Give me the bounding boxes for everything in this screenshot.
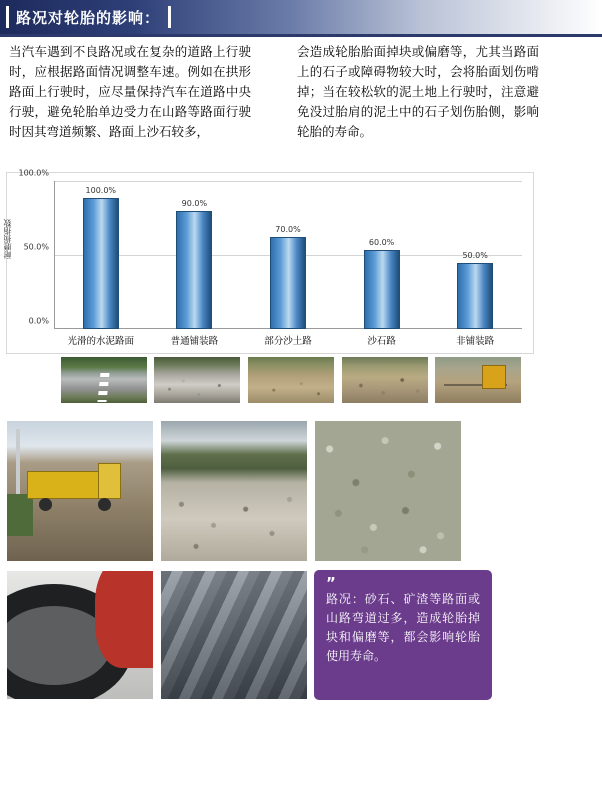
red-wheel-arch xyxy=(95,570,154,668)
bar-value-label: 60.0% xyxy=(368,238,395,247)
roadside-vegetation xyxy=(7,494,33,536)
bar xyxy=(364,250,400,329)
title-accent-right xyxy=(168,6,171,28)
bar-slot xyxy=(430,181,520,329)
unpaved-road-thumb xyxy=(434,356,522,404)
bar xyxy=(270,237,306,329)
y-tick-label: 0.0% xyxy=(28,316,49,326)
callout-box xyxy=(314,570,492,700)
body-text-left: 当汽车遇到不良路况或在复杂的道路上行驶时，应根据路面情况调整车速。例如在拱形路面上行驶时，应尽量保持汽车在道路中央行驶，避免轮胎单边受力在山路等路面行驶时因其弯道频繁、路面上沙石较多， xyxy=(9,44,251,139)
partly-sandy-road-thumb xyxy=(247,356,335,404)
tyre-tread-closeup-photo xyxy=(160,570,308,700)
title-accent-left xyxy=(6,6,9,28)
header-divider xyxy=(0,34,602,37)
chart-x-tick-labels xyxy=(54,333,522,347)
wear-index-chart xyxy=(3,168,534,354)
x-tick-label: 普通铺装路 xyxy=(170,336,219,347)
smooth-concrete-road-thumb xyxy=(60,356,148,404)
x-tick-label: 沙石路 xyxy=(367,336,396,347)
chart-y-axis-title: 耐磨损指数 xyxy=(3,219,12,259)
bar-value-label: 100.0% xyxy=(85,186,117,195)
gravel-road-thumb xyxy=(341,356,429,404)
bar-value-label: 50.0% xyxy=(462,251,488,260)
chart-y-tick-labels xyxy=(15,168,51,326)
bar xyxy=(83,198,119,329)
quote-mark-icon: ” xyxy=(326,574,336,592)
bar-slot xyxy=(243,181,333,329)
body-columns xyxy=(0,42,602,142)
rubble-texture xyxy=(315,421,461,561)
tread-shading xyxy=(161,571,307,699)
bar-slot xyxy=(149,181,239,329)
bar-slot xyxy=(56,181,146,329)
bar xyxy=(457,263,493,329)
chart-plot-area xyxy=(54,181,522,329)
road-type-thumbnail-strip xyxy=(57,356,525,404)
body-text-right: 会造成轮胎胎面掉块或偏磨等，尤其当路面上的石子或障碍物较大时，会将胎面划伤啃掉；当在较松软的泥土地上行驶时，注意避免没过胎肩的泥土中的石子划伤胎侧，影响轮胎的寿命。 xyxy=(297,44,539,139)
tyre-sidewall-closeup-photo xyxy=(6,570,154,700)
callout-text: 路况：砂石、矿渣等路面或山路弯道过多，造成轮胎掉块和偏磨等，都会影响轮胎使用寿命。 xyxy=(326,592,480,663)
x-tick-label: 光滑的水泥路面 xyxy=(67,336,135,347)
bar-value-label: 70.0% xyxy=(275,225,301,234)
page-title-wrap xyxy=(6,2,171,32)
truck-wheel xyxy=(39,498,52,511)
chart-bars xyxy=(54,181,522,329)
truck-on-construction-site-photo xyxy=(6,420,154,562)
y-tick-label: 100.0% xyxy=(18,168,49,178)
truck-cab xyxy=(98,463,121,499)
x-tick-label: 部分沙土路 xyxy=(264,336,312,347)
y-tick-label: 50.0% xyxy=(23,242,49,252)
bar xyxy=(176,211,212,329)
normal-paved-road-thumb xyxy=(153,356,241,404)
x-tick-label: 非铺装路 xyxy=(456,336,495,347)
gravel-mountain-road-photo xyxy=(160,420,308,562)
page-title: 路况对轮胎的影响： xyxy=(16,8,161,27)
bar-value-label: 90.0% xyxy=(181,199,208,208)
bar-slot xyxy=(337,181,427,329)
utility-post xyxy=(16,429,20,493)
rubble-surface-closeup-photo xyxy=(314,420,462,562)
scattered-stones xyxy=(161,480,307,561)
truck-wheel xyxy=(98,498,111,511)
